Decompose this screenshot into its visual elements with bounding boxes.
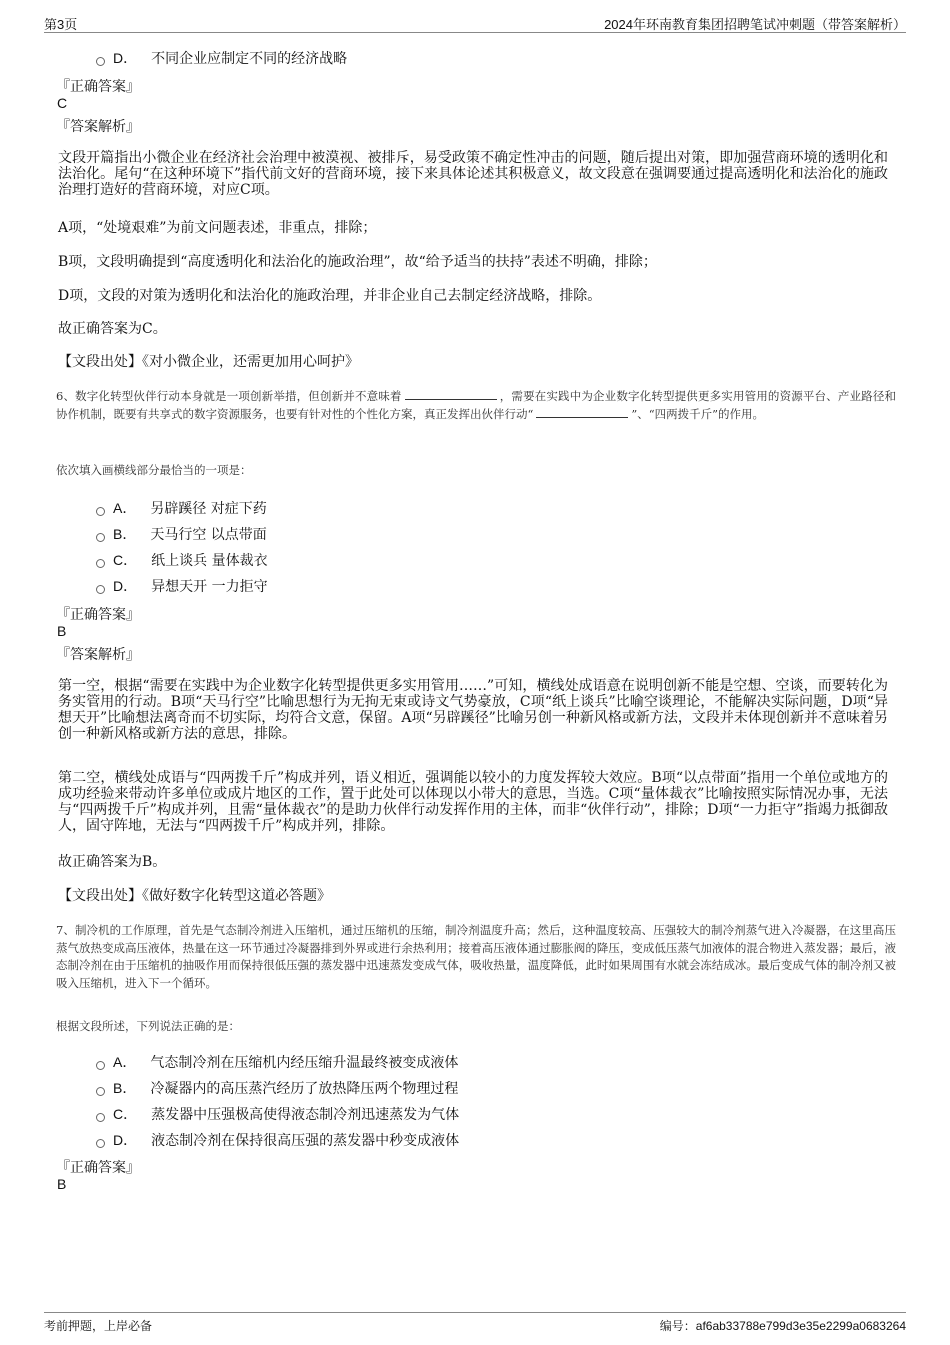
q6-analysis-tag: 『答案解析』 [56, 647, 140, 663]
radio-icon[interactable] [96, 533, 105, 542]
q6-stem-part-3: ”、“四两拨千斤”的作用。 [631, 406, 765, 421]
radio-icon[interactable] [96, 1061, 105, 1070]
q6-stem-part-1: 6、数字化转型伙伴行动本身就是一项创新举措，但创新并不意味着 [56, 389, 402, 403]
footer-serial: 编号：af6ab33788e799d3e35e2299a0683264 [659, 1319, 906, 1333]
radio-icon[interactable] [96, 1139, 105, 1148]
option-letter: A． [113, 500, 137, 516]
option-text: 不同企业应制定不同的经济战略 [151, 51, 348, 67]
q6-analysis-para-2: 第二空，横线处成语与“四两拨千斤”构成并列，语义相近，强调能以较小的力度发挥较大效应。B项“以点带面”指用一个单位或地方的成功经验来带动许多单位或成片地区的工作，置于此处可以体现以小带大的意思，当选。C项“量体裁衣”比喻按照实际情况办事，无法与“四两拨千斤”构成并列，且需“量体裁衣”的是助力伙伴行动发挥作用的主体，而非“伙伴行动”，排除；D项“一力拒守”指竭力抵御敌人，固守阵地，无法与“四两拨千斤”构成并列，排除。 [58, 770, 888, 834]
q6-analysis-para-1: 第一空，根据“需要在实践中为企业数字化转型提供更多实用管用……”可知，横线处成语意在说明创新不能是空想、空谈，而要转化为务实管用的行动。B项“天马行空”比喻思想行为无拘无束或诗文气势豪放，C项“纸上谈兵”比喻空谈理论，不能解决实际问题，D项“异想天开”比喻想法离奇而不切实际，均符合文意，保留。A项“另辟蹊径”比喻另创一种新风格或新方法，文段并未体现创新并不意味着另创一种新风格或新方法的意思，排除。 [58, 678, 888, 742]
q6-prompt: 依次填入画横线部分最恰当的一项是： [56, 463, 252, 477]
q5-analysis-tag: 『答案解析』 [56, 119, 140, 135]
q6-answer: B [57, 623, 67, 639]
q7-option-c[interactable] [96, 1104, 459, 1124]
q7-option-a[interactable] [96, 1052, 458, 1072]
q6-stem-part-2: ，需要在实践中为企业数字化转型提供更多实用管用的资源平台、产业路径和协作机制，既要有共享式的数字资源服务，也要有针对性的个性化方案，真正发挥出伙伴行动“ [56, 389, 896, 421]
option-letter: C． [113, 552, 138, 568]
page-header [44, 10, 906, 33]
q6-blank-1 [405, 389, 497, 400]
q6-blank-2 [536, 407, 628, 418]
option-letter: D． [113, 1132, 138, 1148]
q7-stem: 7、制冷机的工作原理，首先是气态制冷剂进入压缩机，通过压缩机的压缩，制冷剂温度升高；然后，这种温度较高、压强较大的制冷剂蒸气进入冷凝器，在这里高压蒸气放热变成高压液体，热量在这一环节通过冷凝器排到外界或进行余热利用；接着高压液体通过膨胀阀的降压，变成低压蒸气加液体的混合物进入蒸发器；最后，液态制冷剂在由于压缩机的抽吸作用而保持很低压强的蒸发器中迅速蒸发变成气体，吸收热量，温度降低，此时如果周围有水就会冻结成冰。最后变成气体的制冷剂又被吸入压缩机，进入下一个循环。 [56, 923, 896, 990]
q5-option-d[interactable] [96, 48, 347, 68]
radio-icon[interactable] [96, 1113, 105, 1122]
option-letter: A． [113, 1054, 137, 1070]
radio-icon[interactable] [96, 507, 105, 516]
option-letter: D． [113, 578, 138, 594]
option-letter: C． [113, 1106, 138, 1122]
q6-option-a[interactable] [96, 498, 267, 518]
option-letter: B． [113, 526, 137, 542]
option-letter: B． [113, 1080, 137, 1096]
option-text: 气态制冷剂在压缩机内经压缩升温最终被变成液体 [150, 1055, 459, 1071]
option-text: 蒸发器中压强极高使得液态制冷剂迅速蒸发为气体 [151, 1107, 460, 1123]
q5-analysis-para-4: D项，文段的对策为透明化和法治化的施政治理，并非企业自己去制定经济战略，排除。 [58, 288, 602, 304]
page-number: 第3页 [44, 17, 78, 32]
q5-analysis-para-1: 文段开篇指出小微企业在经济社会治理中被漠视、被排斥，易受政策不确定性冲击的问题，随后提出对策，即加强营商环境的透明化和法治化。尾句“在这种环境下”指代前文好的营商环境，接下来具体论述其积极意义，故文段意在强调要通过提高透明化和法治化的施政治理打造好的营商环境，对应C项。 [58, 150, 888, 198]
q5-analysis-para-5: 故正确答案为C。 [58, 321, 167, 337]
radio-icon[interactable] [96, 1087, 105, 1096]
footer-slogan: 考前押题，上岸必备 [44, 1319, 153, 1333]
q6-analysis-para-3: 故正确答案为B。 [58, 854, 167, 870]
q6-source: 【文段出处】《做好数字化转型这道必答题》 [58, 888, 331, 904]
q6-stem [56, 388, 896, 423]
q5-source: 【文段出处】《对小微企业，还需更加用心呵护》 [58, 354, 359, 370]
option-text: 纸上谈兵 量体裁衣 [151, 553, 268, 569]
option-letter: D． [113, 50, 138, 66]
q6-option-c[interactable] [96, 550, 268, 570]
q6-option-d[interactable] [96, 576, 268, 596]
q6-answer-tag: 『正确答案』 [56, 607, 140, 623]
document-title: 2024年环南教育集团招聘笔试冲刺题（带答案解析） [604, 17, 906, 32]
radio-icon[interactable] [96, 585, 105, 594]
q7-option-d[interactable] [96, 1130, 459, 1150]
option-text: 液态制冷剂在保持很高压强的蒸发器中秒变成液体 [151, 1133, 460, 1149]
q7-prompt: 根据文段所述，下列说法正确的是： [56, 1019, 240, 1033]
q5-answer: C [57, 95, 68, 111]
page-footer [44, 1312, 906, 1337]
q5-answer-tag: 『正确答案』 [56, 79, 140, 95]
option-text: 天马行空 以点带面 [150, 527, 267, 543]
q5-analysis-para-2: A项，“处境艰难”为前文问题表述，非重点，排除； [58, 220, 377, 236]
q7-answer-tag: 『正确答案』 [56, 1160, 140, 1176]
radio-icon[interactable] [96, 57, 105, 66]
q6-option-b[interactable] [96, 524, 267, 544]
q7-answer: B [57, 1176, 67, 1192]
q7-option-b[interactable] [96, 1078, 458, 1098]
option-text: 异想天开 一力拒守 [151, 579, 268, 595]
option-text: 冷凝器内的高压蒸汽经历了放热降压两个物理过程 [150, 1081, 459, 1097]
q5-analysis-para-3: B项，文段明确提到“高度透明化和法治化的施政治理”，故“给予适当的扶持”表述不明确，排除； [58, 254, 657, 270]
option-text: 另辟蹊径 对症下药 [150, 501, 267, 517]
radio-icon[interactable] [96, 559, 105, 568]
